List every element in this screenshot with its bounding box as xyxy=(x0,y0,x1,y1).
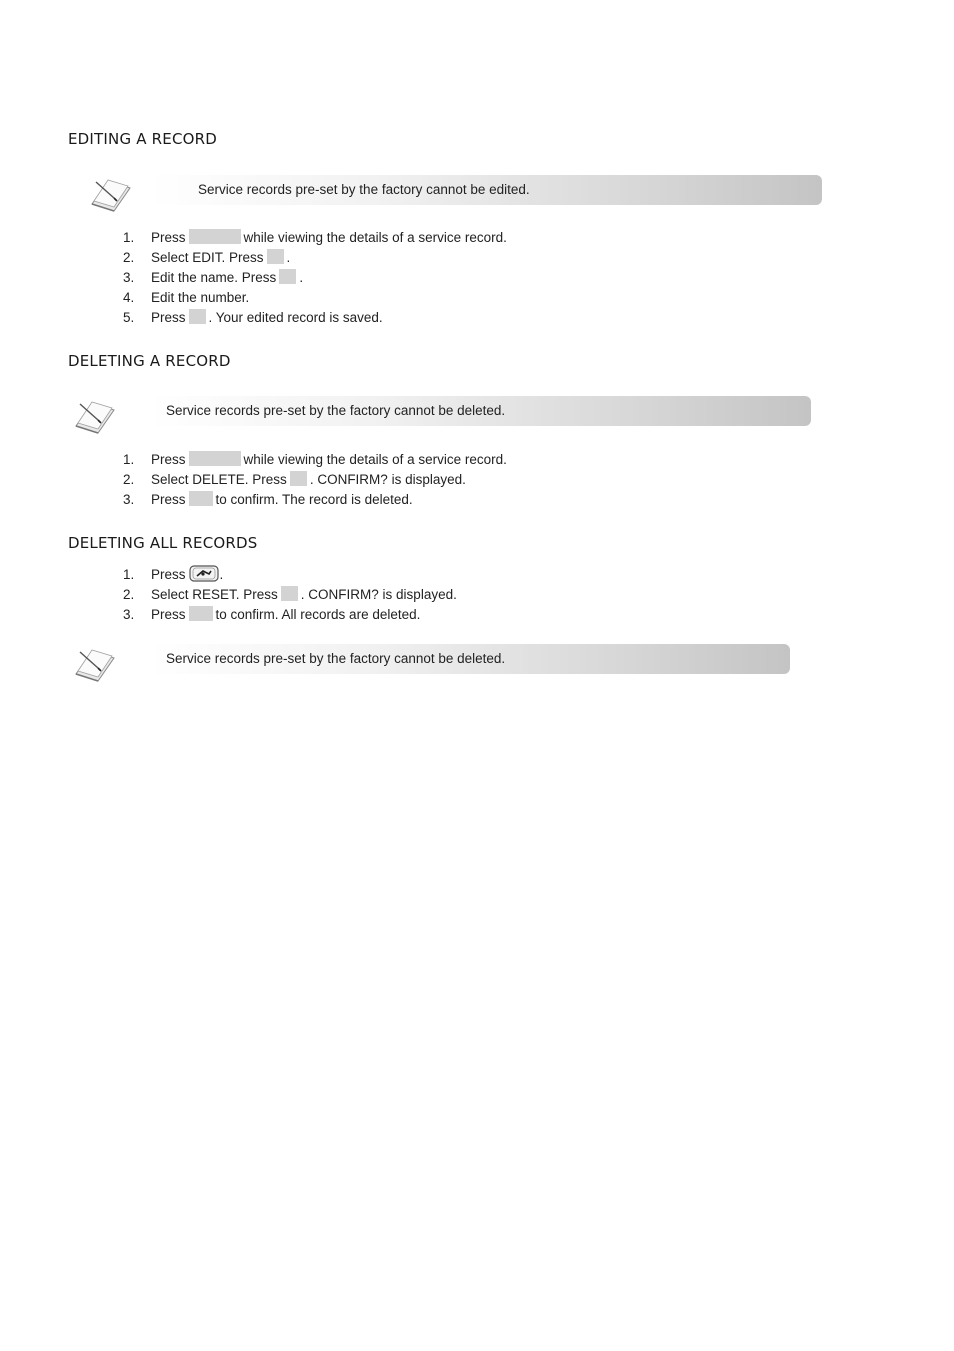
yes-key-icon xyxy=(189,606,213,621)
heading-editing-a-record: EDITING A RECORD xyxy=(68,130,218,148)
heading-deleting-all-records: DELETING ALL RECORDS xyxy=(68,534,258,552)
list-item: 2. Select EDIT. Press . xyxy=(123,250,291,265)
note-bar-deleting-all xyxy=(150,644,790,674)
note-pencil-icon xyxy=(68,396,118,436)
list-item: 2. Select RESET. Press . CONFIRM? is displayed. xyxy=(123,587,457,602)
steps-editing xyxy=(123,228,507,328)
note-text: Service records pre-set by the factory cannot be deleted. xyxy=(166,403,506,418)
note-text: Service records pre-set by the factory cannot be deleted. xyxy=(166,651,506,666)
list-item: 5. Press . Your edited record is saved. xyxy=(123,310,383,325)
menu-softkey-icon xyxy=(189,565,219,582)
steps-deleting-all xyxy=(123,565,457,625)
steps-deleting xyxy=(123,450,507,510)
note-text: Service records pre-set by the factory cannot be edited. xyxy=(198,182,530,197)
note-bar-editing xyxy=(150,175,822,205)
note-pencil-icon xyxy=(68,644,118,684)
list-item: 2. Select DELETE. Press . CONFIRM? is displayed. xyxy=(123,472,466,487)
list-item: 3. Press to confirm. All records are deleted. xyxy=(123,607,421,622)
list-item: 1. Press while viewing the details of a service record. xyxy=(123,452,507,467)
yes-key-icon xyxy=(189,491,213,506)
options-key-icon xyxy=(189,451,241,466)
ok-key-icon xyxy=(290,471,307,486)
ok-key-icon xyxy=(267,249,284,264)
ok-key-icon xyxy=(281,586,298,601)
list-item: 4. Edit the number. xyxy=(123,290,250,305)
options-key-icon xyxy=(189,229,241,244)
list-item: 1. Press . xyxy=(123,567,224,582)
heading-deleting-a-record: DELETING A RECORD xyxy=(68,352,231,370)
list-item: 3. Edit the name. Press . xyxy=(123,270,304,285)
list-item: 3. Press to confirm. The record is deleted. xyxy=(123,492,413,507)
ok-key-icon xyxy=(279,269,296,284)
list-item: 1. Press while viewing the details of a service record. xyxy=(123,230,507,245)
note-pencil-icon xyxy=(84,174,134,214)
ok-key-icon xyxy=(189,309,206,324)
note-bar-deleting xyxy=(150,396,811,426)
